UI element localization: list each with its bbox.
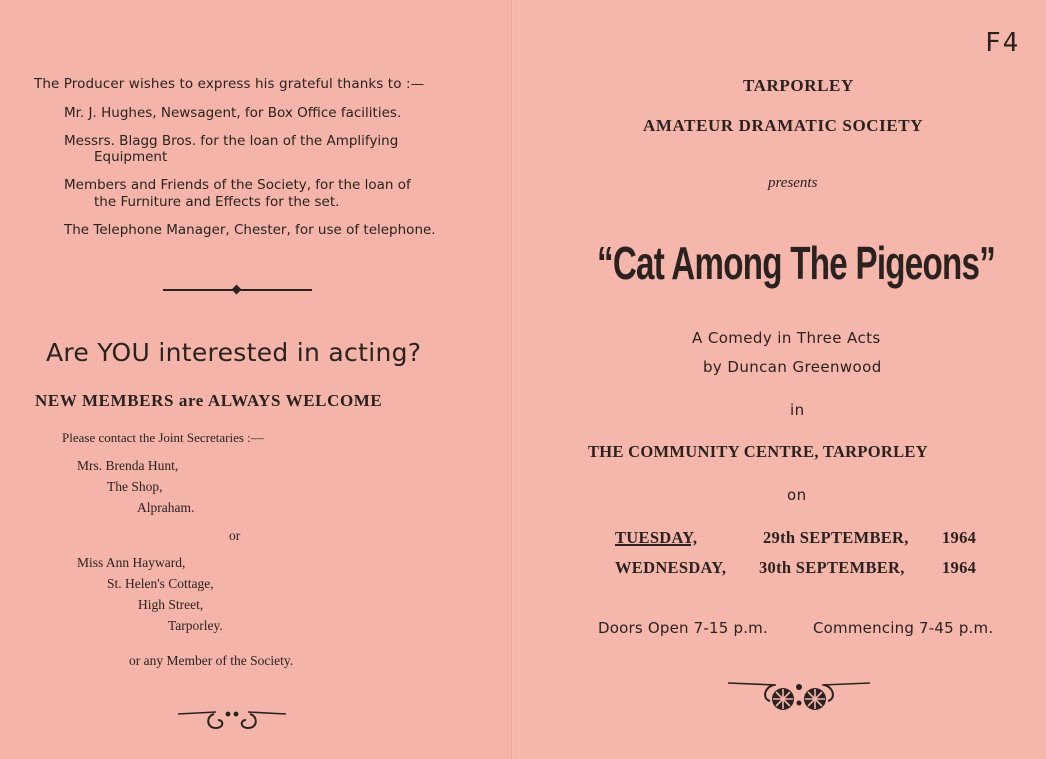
ack-item: The Telephone Manager, Chester, for use of telephone.	[64, 222, 436, 238]
right-page	[514, 0, 1046, 759]
date-date: 30th SEPTEMBER,	[759, 558, 905, 577]
society-name: AMATEUR DRAMATIC SOCIETY	[643, 116, 924, 135]
ornament-icon	[176, 706, 288, 732]
recruit-headline: Are YOU interested in acting?	[46, 338, 422, 367]
secretary2-name: Miss Ann Hayward,	[77, 555, 186, 570]
secretary1-name: Mrs. Brenda Hunt,	[77, 458, 179, 473]
ornament-icon	[726, 675, 872, 717]
commencing-time: Commencing 7-45 p.m.	[813, 619, 994, 637]
presents-label: presents	[768, 175, 818, 191]
society-town: TARPORLEY	[743, 76, 854, 95]
play-subtitle: A Comedy in Three Acts	[692, 329, 881, 347]
date-day: TUESDAY,	[615, 528, 698, 547]
welcome-line: NEW MEMBERS are ALWAYS WELCOME	[35, 391, 383, 410]
in-label: in	[790, 401, 805, 419]
closing-line: or any Member of the Society.	[129, 653, 294, 668]
secretary1-address: The Shop,	[107, 479, 163, 494]
play-author: by Duncan Greenwood	[703, 358, 882, 376]
secretary2-address: High Street,	[138, 597, 204, 612]
secretary2-address: Tarporley.	[168, 618, 223, 633]
contact-intro: Please contact the Joint Secretaries :—	[62, 430, 264, 445]
date-year: 1964	[942, 528, 977, 547]
on-label: on	[787, 486, 807, 504]
play-title: “Cat Among The Pigeons”	[597, 237, 996, 289]
ack-item-cont: the Furniture and Effects for the set.	[94, 194, 340, 210]
or-label: or	[229, 528, 241, 543]
secretary2-address: St. Helen's Cottage,	[107, 576, 214, 591]
venue: THE COMMUNITY CENTRE, TARPORLEY	[588, 442, 928, 461]
date-day: WEDNESDAY,	[615, 558, 727, 577]
secretary1-address: Alpraham.	[137, 500, 195, 515]
ack-item: Messrs. Blagg Bros. for the loan of the Amplifying	[64, 133, 399, 149]
thanks-intro: The Producer wishes to express his grateful thanks to :—	[34, 76, 425, 92]
date-date: 29th SEPTEMBER,	[763, 528, 909, 547]
handwritten-mark: F4	[985, 28, 1021, 58]
ack-item: Mr. J. Hughes, Newsagent, for Box Office facilities.	[64, 105, 402, 121]
ack-item: Members and Friends of the Society, for the loan of	[64, 177, 411, 193]
left-page	[0, 0, 512, 759]
date-year: 1964	[942, 558, 977, 577]
doors-open: Doors Open 7-15 p.m.	[598, 619, 768, 637]
ack-item-cont: Equipment	[94, 149, 168, 165]
